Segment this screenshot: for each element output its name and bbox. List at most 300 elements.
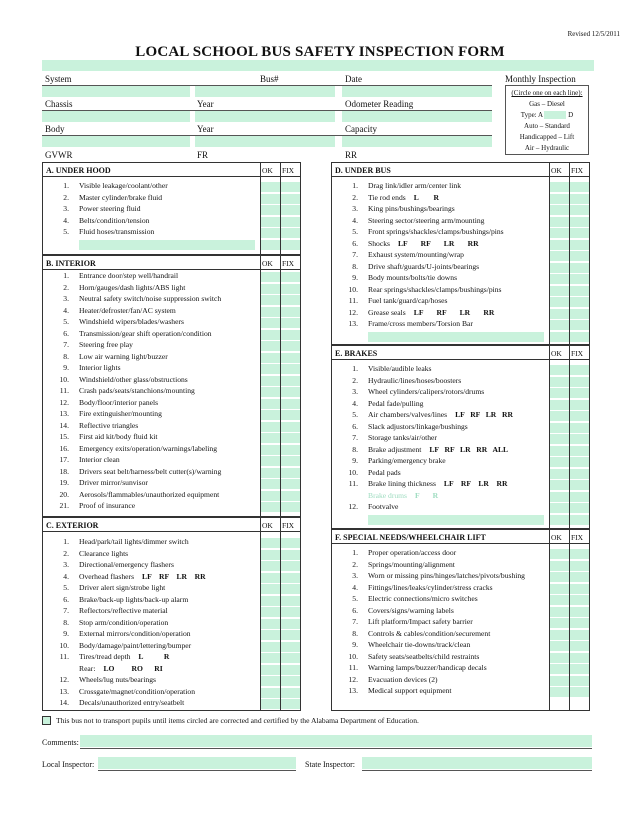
- item-text: Springs/mounting/alignment: [368, 559, 455, 569]
- ok-checkbox[interactable]: [261, 561, 280, 571]
- checklist-item: [332, 594, 546, 606]
- position-markers[interactable]: L R: [413, 192, 440, 202]
- section-under-hood: [42, 162, 301, 255]
- fix-checkbox[interactable]: [570, 469, 589, 479]
- local-inspector-field[interactable]: [98, 757, 296, 769]
- ok-checkbox[interactable]: [261, 596, 280, 606]
- chassis-field[interactable]: [42, 111, 190, 122]
- section-title: F. SPECIAL NEEDS/WHEELCHAIR LIFT: [335, 533, 486, 542]
- fix-checkbox[interactable]: [281, 399, 300, 409]
- fix-checkbox[interactable]: [570, 446, 589, 456]
- fix-checkbox[interactable]: [281, 341, 300, 351]
- ok-checkbox[interactable]: [261, 228, 280, 238]
- comments-label: Comments:: [42, 738, 79, 747]
- fix-checkbox[interactable]: [570, 572, 589, 582]
- ok-checkbox[interactable]: [261, 607, 280, 617]
- position-markers[interactable]: LF RF LR RR: [455, 410, 513, 419]
- ok-checkbox[interactable]: [550, 595, 569, 605]
- body-year-field[interactable]: [195, 136, 335, 147]
- ok-checkbox[interactable]: [550, 607, 569, 617]
- item-label: [79, 329, 212, 338]
- ok-checkbox[interactable]: [261, 284, 280, 294]
- item-text: Worn or missing pins/hinges/latches/pivots/bushing: [368, 571, 525, 580]
- ok-checkbox[interactable]: [550, 446, 569, 456]
- fix-checkbox[interactable]: [281, 665, 300, 675]
- checklist-item: [332, 239, 546, 251]
- fix-checkbox[interactable]: [281, 376, 300, 386]
- ok-checkbox[interactable]: [550, 549, 569, 559]
- fix-checkbox[interactable]: [281, 387, 300, 397]
- fix-checkbox[interactable]: [570, 274, 589, 284]
- checklist-item: [43, 444, 257, 456]
- item-text: Fluid hoses/transmission: [79, 227, 155, 236]
- fix-checkbox[interactable]: [281, 607, 300, 617]
- fix-checkbox[interactable]: [570, 641, 589, 651]
- ok-checkbox[interactable]: [261, 399, 280, 409]
- fix-checkbox[interactable]: [570, 595, 589, 605]
- ok-checkbox[interactable]: [550, 572, 569, 582]
- ok-checkbox[interactable]: [550, 309, 569, 319]
- item-text: Warning lamps/buzzer/handicap decals: [368, 663, 487, 672]
- item-text: Air chambers/valves/lines: [368, 410, 448, 419]
- item-text: Reflective triangles: [79, 420, 139, 430]
- checklist-item: [43, 375, 257, 387]
- ok-checkbox[interactable]: [261, 318, 280, 328]
- checklist-item: [332, 273, 546, 285]
- extra-entry-field[interactable]: [368, 332, 544, 342]
- fix-checkbox[interactable]: [281, 561, 300, 571]
- item-label: [79, 467, 221, 476]
- ok-checkbox[interactable]: [550, 641, 569, 651]
- fix-checkbox[interactable]: [570, 664, 589, 674]
- ok-checkbox[interactable]: [550, 492, 569, 502]
- fix-checkbox[interactable]: [281, 364, 300, 374]
- fix-checkbox[interactable]: [570, 561, 589, 571]
- fix-checkbox[interactable]: [281, 194, 300, 204]
- item-number: 6.: [352, 421, 358, 431]
- item-text: Brake adjustment: [368, 444, 422, 454]
- ok-checkbox[interactable]: [550, 274, 569, 284]
- fix-checkbox[interactable]: [281, 295, 300, 305]
- ok-checkbox[interactable]: [550, 480, 569, 490]
- fix-checkbox[interactable]: [570, 217, 589, 227]
- ok-checkbox[interactable]: [261, 433, 280, 443]
- item-label: [79, 501, 135, 510]
- fix-checkbox[interactable]: [281, 433, 300, 443]
- ok-checkbox[interactable]: [261, 307, 280, 317]
- fix-checkbox[interactable]: [281, 550, 300, 560]
- item-text: Wheel cylinders/calipers/rotors/drums: [368, 387, 485, 396]
- checklist-item: [332, 204, 546, 216]
- position-markers[interactable]: LF RF LR RR ALL: [429, 444, 509, 454]
- fix-checkbox[interactable]: [570, 584, 589, 594]
- ok-checkbox[interactable]: [261, 182, 280, 192]
- fix-checkbox[interactable]: [281, 630, 300, 640]
- fix-checkbox[interactable]: [281, 653, 300, 663]
- ok-checkbox[interactable]: [550, 377, 569, 387]
- ok-checkbox[interactable]: [550, 217, 569, 227]
- fix-checkbox[interactable]: [281, 217, 300, 227]
- ok-checkbox[interactable]: [261, 217, 280, 227]
- fix-checkbox[interactable]: [570, 240, 589, 250]
- fix-checkbox[interactable]: [570, 607, 589, 617]
- ok-checkbox[interactable]: [261, 353, 280, 363]
- ok-checkbox[interactable]: [261, 630, 280, 640]
- item-label: [368, 204, 455, 213]
- ok-checkbox[interactable]: [550, 182, 569, 192]
- item-text: Tie rod ends: [368, 192, 406, 202]
- fix-checkbox[interactable]: [281, 468, 300, 478]
- capacity-field[interactable]: [342, 136, 492, 147]
- ok-checkbox[interactable]: [261, 676, 280, 686]
- item-text: Front springs/shackles/clamps/bushings/pins: [368, 227, 504, 236]
- ok-checkbox[interactable]: [550, 263, 569, 273]
- fix-checkbox[interactable]: [570, 687, 589, 697]
- fix-checkbox[interactable]: [570, 630, 589, 640]
- ok-checkbox[interactable]: [261, 468, 280, 478]
- item-number: 9.: [63, 363, 69, 372]
- checklist-item: [43, 432, 257, 444]
- fix-checkbox[interactable]: [570, 676, 589, 686]
- ok-checkbox[interactable]: [261, 422, 280, 432]
- fix-checkbox[interactable]: [570, 411, 589, 421]
- item-number: 2.: [63, 548, 69, 558]
- fix-checkbox[interactable]: [570, 549, 589, 559]
- fix-checkbox[interactable]: [281, 456, 300, 466]
- checklist-item: [43, 181, 257, 193]
- fix-checkbox[interactable]: [281, 491, 300, 501]
- fix-checkbox[interactable]: [281, 538, 300, 548]
- state-inspector-line: [362, 770, 592, 771]
- ok-checkbox[interactable]: [261, 387, 280, 397]
- ok-checkbox[interactable]: [261, 205, 280, 215]
- checklist-item: [43, 501, 257, 513]
- ok-column-header: OK: [262, 259, 273, 268]
- fix-checkbox[interactable]: [570, 297, 589, 307]
- fix-checkbox[interactable]: [570, 457, 589, 467]
- item-label: [368, 594, 478, 603]
- ok-checkbox[interactable]: [261, 699, 280, 709]
- chassis-year-field[interactable]: [195, 111, 335, 122]
- odometer-field[interactable]: [342, 111, 492, 122]
- fix-checkbox[interactable]: [570, 515, 589, 525]
- ok-checkbox[interactable]: [550, 687, 569, 697]
- fix-checkbox[interactable]: [570, 251, 589, 261]
- checklist-item: [43, 409, 257, 421]
- fix-checkbox[interactable]: [570, 182, 589, 192]
- ok-checkbox[interactable]: [550, 676, 569, 686]
- page-title: LOCAL SCHOOL BUS SAFETY INSPECTION FORM: [135, 44, 505, 60]
- position-markers[interactable]: LF RF LR RR: [443, 479, 508, 488]
- item-text: Steering free play: [79, 340, 133, 349]
- fix-checkbox[interactable]: [281, 240, 300, 250]
- fix-checkbox[interactable]: [570, 388, 589, 398]
- item-text: Low air warning light/buzzer: [79, 351, 168, 361]
- item-number: 2.: [63, 282, 69, 292]
- item-number: 4.: [352, 582, 358, 592]
- fix-checkbox[interactable]: [570, 434, 589, 444]
- bus-number-field[interactable]: [195, 86, 335, 97]
- checklist-item: [332, 216, 546, 228]
- fix-checkbox[interactable]: [570, 228, 589, 238]
- item-number: 2.: [352, 559, 358, 569]
- item-text: Visible leakage/coolant/other: [79, 181, 168, 190]
- item-text: Interior clean: [79, 455, 120, 464]
- ok-checkbox[interactable]: [550, 297, 569, 307]
- fix-checkbox[interactable]: [281, 642, 300, 652]
- fix-checkbox[interactable]: [281, 353, 300, 363]
- item-label: [368, 376, 461, 385]
- ok-checkbox[interactable]: [261, 295, 280, 305]
- item-label: [368, 468, 401, 477]
- extra-entry-field[interactable]: [79, 240, 255, 250]
- checklist-item: [332, 652, 546, 664]
- certification-checkbox[interactable]: [42, 716, 51, 725]
- item-label: [79, 227, 154, 236]
- item-label: [368, 410, 513, 419]
- item-number: 2.: [352, 192, 358, 202]
- ok-checkbox[interactable]: [550, 434, 569, 444]
- fix-checkbox[interactable]: [570, 503, 589, 513]
- checklist-item: [43, 340, 257, 352]
- top-fill-bar: [42, 60, 594, 71]
- state-inspector-field[interactable]: [362, 757, 592, 769]
- fix-checkbox[interactable]: [281, 699, 300, 709]
- item-label: [79, 652, 169, 661]
- handicap-option[interactable]: Handicapped – Lift: [519, 133, 575, 141]
- ok-checkbox[interactable]: [550, 286, 569, 296]
- fix-checkbox[interactable]: [281, 182, 300, 192]
- fix-checkbox[interactable]: [281, 445, 300, 455]
- checklist-item: [43, 283, 257, 295]
- ok-checkbox[interactable]: [261, 688, 280, 698]
- ok-checkbox[interactable]: [261, 550, 280, 560]
- ok-checkbox[interactable]: [261, 573, 280, 583]
- fix-checkbox[interactable]: [281, 272, 300, 282]
- item-text: Drag link/idler arm/center link: [368, 181, 461, 190]
- ok-checkbox[interactable]: [261, 584, 280, 594]
- item-number: 4.: [63, 571, 69, 581]
- item-number: 16.: [59, 443, 69, 453]
- ok-checkbox[interactable]: [550, 240, 569, 250]
- fr-label: FR: [197, 150, 209, 160]
- fix-checkbox[interactable]: [281, 596, 300, 606]
- checklist-item: [332, 376, 546, 388]
- fix-checkbox[interactable]: [570, 480, 589, 490]
- ok-checkbox[interactable]: [261, 538, 280, 548]
- item-text: Frame/cross members/Torsion Bar: [368, 319, 473, 328]
- fix-checkbox[interactable]: [281, 676, 300, 686]
- item-text: Rear springs/shackles/clamps/bushings/pins: [368, 284, 502, 294]
- item-number: 13.: [59, 686, 69, 696]
- checklist-item: [332, 433, 546, 445]
- position-markers[interactable]: LF RF LR RR: [397, 238, 479, 248]
- ok-checkbox[interactable]: [550, 332, 569, 342]
- fix-checkbox[interactable]: [281, 584, 300, 594]
- item-text: Controls & cables/condition/securement: [368, 628, 491, 638]
- position-markers[interactable]: LF RF LR RR: [413, 307, 495, 317]
- fix-checkbox[interactable]: [570, 653, 589, 663]
- fix-checkbox[interactable]: [570, 492, 589, 502]
- item-label: [79, 687, 195, 696]
- ok-checkbox[interactable]: [550, 400, 569, 410]
- ok-checkbox[interactable]: [550, 630, 569, 640]
- item-text: Hydraulic/lines/hoses/boosters: [368, 375, 462, 385]
- checklist-item: [332, 606, 546, 618]
- ok-checkbox[interactable]: [550, 653, 569, 663]
- section-interior: [42, 255, 301, 517]
- ok-checkbox[interactable]: [550, 388, 569, 398]
- item-text: Wheelchair tie-downs/track/clean: [368, 640, 471, 649]
- ok-checkbox[interactable]: [261, 272, 280, 282]
- fix-checkbox[interactable]: [281, 318, 300, 328]
- position-markers[interactable]: L R: [138, 652, 170, 661]
- item-number: 10.: [59, 374, 69, 384]
- item-label: [368, 686, 452, 695]
- item-label: [79, 271, 178, 280]
- fix-checkbox[interactable]: [570, 286, 589, 296]
- ok-checkbox[interactable]: [550, 251, 569, 261]
- fix-checkbox[interactable]: [570, 400, 589, 410]
- item-text: Crossgate/magnet/condition/operation: [79, 686, 195, 696]
- extra-entry-field[interactable]: [368, 515, 544, 525]
- fix-checkbox[interactable]: [570, 365, 589, 375]
- fix-checkbox[interactable]: [281, 573, 300, 583]
- fix-checkbox[interactable]: [570, 423, 589, 433]
- fix-checkbox[interactable]: [281, 307, 300, 317]
- ok-checkbox[interactable]: [261, 491, 280, 501]
- ok-checkbox[interactable]: [550, 205, 569, 215]
- checklist-item: [332, 548, 546, 560]
- checklist-item: [43, 583, 257, 595]
- ok-checkbox[interactable]: [261, 341, 280, 351]
- ok-checkbox[interactable]: [550, 584, 569, 594]
- fix-checkbox[interactable]: [570, 377, 589, 387]
- checklist-item: [332, 640, 546, 652]
- fix-checkbox[interactable]: [281, 205, 300, 215]
- checklist-item: [332, 181, 546, 193]
- item-label: [79, 306, 176, 315]
- ok-checkbox[interactable]: [550, 618, 569, 628]
- fix-checkbox[interactable]: [570, 618, 589, 628]
- ok-checkbox[interactable]: [261, 376, 280, 386]
- item-label: [79, 317, 184, 326]
- ok-checkbox[interactable]: [550, 561, 569, 571]
- item-text: Entrance door/step well/handrail: [79, 271, 179, 280]
- fix-checkbox[interactable]: [281, 228, 300, 238]
- item-text: Brake lining thickness: [368, 479, 436, 488]
- ok-checkbox[interactable]: [261, 456, 280, 466]
- ok-checkbox[interactable]: [261, 240, 280, 250]
- body-field[interactable]: [42, 136, 190, 147]
- fix-checkbox[interactable]: [281, 284, 300, 294]
- ok-checkbox[interactable]: [261, 619, 280, 629]
- checklist-item: [332, 410, 546, 422]
- item-number: 8.: [63, 351, 69, 361]
- ok-checkbox[interactable]: [261, 445, 280, 455]
- fix-checkbox[interactable]: [281, 410, 300, 420]
- ok-checkbox[interactable]: [550, 664, 569, 674]
- position-markers[interactable]: F R: [415, 490, 439, 500]
- fix-column-header: FIX: [571, 166, 584, 175]
- ok-checkbox[interactable]: [261, 364, 280, 374]
- fix-checkbox[interactable]: [570, 194, 589, 204]
- item-text: Fire extinguisher/mounting: [79, 409, 162, 418]
- ok-checkbox[interactable]: [550, 365, 569, 375]
- fix-checkbox[interactable]: [570, 309, 589, 319]
- ok-checkbox[interactable]: [261, 653, 280, 663]
- fix-checkbox[interactable]: [281, 502, 300, 512]
- item-number: 3.: [63, 294, 69, 303]
- item-text: Body/damage/paint/lettering/bumper: [79, 640, 192, 650]
- ok-checkbox[interactable]: [550, 411, 569, 421]
- comments-field[interactable]: [80, 735, 592, 747]
- fix-checkbox[interactable]: [281, 479, 300, 489]
- ok-checkbox[interactable]: [261, 194, 280, 204]
- item-number: 2.: [352, 375, 358, 385]
- ok-checkbox[interactable]: [550, 457, 569, 467]
- ok-checkbox[interactable]: [550, 503, 569, 513]
- brake-type-option[interactable]: Air – Hydraulic: [524, 144, 570, 152]
- item-number: 5.: [63, 583, 69, 592]
- ok-checkbox[interactable]: [261, 410, 280, 420]
- ok-checkbox[interactable]: [261, 665, 280, 675]
- section-title: C. EXTERIOR: [46, 521, 99, 530]
- system-field[interactable]: [42, 86, 190, 97]
- section-brakes: [331, 345, 590, 529]
- item-text: Body mounts/bolts/tie downs: [368, 273, 458, 282]
- fix-checkbox[interactable]: [570, 263, 589, 273]
- item-label: [368, 675, 438, 684]
- checklist-item: [332, 617, 546, 629]
- ok-checkbox[interactable]: [550, 469, 569, 479]
- checklist-item: [43, 271, 257, 283]
- fix-checkbox[interactable]: [570, 332, 589, 342]
- ok-checkbox[interactable]: [550, 320, 569, 330]
- position-markers[interactable]: LO RO RI: [103, 663, 163, 673]
- ok-checkbox[interactable]: [550, 423, 569, 433]
- item-label: [79, 698, 184, 707]
- ok-checkbox[interactable]: [261, 330, 280, 340]
- item-number: 21.: [59, 501, 69, 510]
- item-number: 4.: [63, 305, 69, 315]
- transmission-option[interactable]: Auto – Standard: [524, 122, 570, 130]
- ok-checkbox[interactable]: [550, 228, 569, 238]
- item-number: 1.: [352, 364, 358, 373]
- fix-checkbox[interactable]: [570, 205, 589, 215]
- checklist-item: [332, 445, 546, 457]
- item-text: Windshield/other glass/obstructions: [79, 374, 188, 384]
- checklist-item: [332, 479, 546, 491]
- ok-checkbox[interactable]: [550, 194, 569, 204]
- fix-checkbox[interactable]: [281, 688, 300, 698]
- checklist-item: [43, 618, 257, 630]
- ok-checkbox[interactable]: [550, 515, 569, 525]
- date-field[interactable]: [342, 86, 492, 97]
- ok-checkbox[interactable]: [261, 642, 280, 652]
- ok-checkbox[interactable]: [261, 502, 280, 512]
- ok-checkbox[interactable]: [261, 479, 280, 489]
- fix-checkbox[interactable]: [570, 320, 589, 330]
- fix-checkbox[interactable]: [281, 422, 300, 432]
- fix-checkbox[interactable]: [281, 330, 300, 340]
- position-markers[interactable]: LF RF LR RR: [142, 571, 206, 581]
- fuel-type-option[interactable]: Gas – Diesel: [529, 100, 565, 108]
- fix-checkbox[interactable]: [281, 619, 300, 629]
- checklist-item: [43, 641, 257, 653]
- item-number: 12.: [348, 502, 358, 511]
- bus-type-option[interactable]: Type: A D: [520, 111, 574, 119]
